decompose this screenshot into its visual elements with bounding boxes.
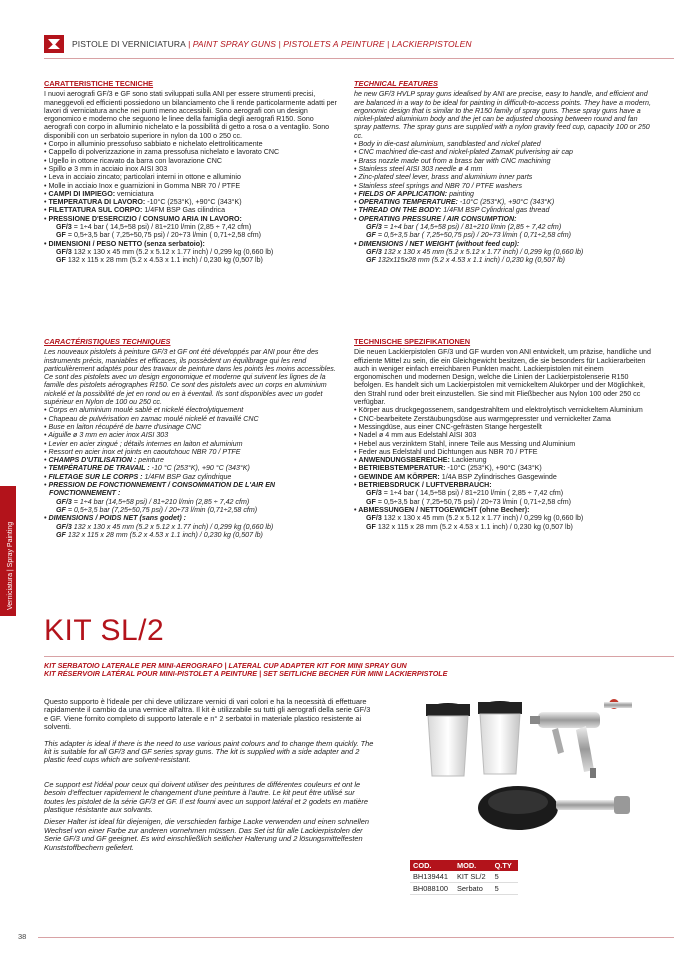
weight-values-en: GF/3 132 x 130 x 45 mm (5.2 x 5.12 x 1.77 inch) / 0,299 kg (0,660 lb) GF 132x115x28 mm (5.2 x 4.53 x 1.1 inch) / 0,230 kg (0,507 lb) <box>366 247 584 265</box>
list-item: • Ressort en acier inox et joints en caoutchouc NBR 70 / PTFE <box>44 448 339 456</box>
section-title-it: CARATTERISTICHE TECNICHE <box>44 79 154 88</box>
kit-title: KIT SL/2 <box>44 614 165 647</box>
section-it <box>44 80 339 265</box>
cell-code: BH139441 <box>410 871 454 883</box>
spec-item: • FIELDS OF APPLICATION: painting <box>354 190 654 198</box>
list-item: • Hebel aus verzinktem Stahl, innere Teile aus Messing und Aluminium <box>354 440 654 448</box>
list-item: • CNC-bearbeitete Zerstäubungsdüse aus warmgepresster und vernickelter Zama <box>354 415 654 423</box>
kit-description-it: Questo supporto è l'ideale per chi deve utilizzare vernici di vari colori e ha la necessità di effettuare rapidamente il cambio da una vernice all'altra. Il kit è utilizzabile su tutti gli aerografi della serie GF/3 e GF. Viene fornito completo di supporto laterale e n° 2 serbatoi in materiale plastico resistente ai solventi. <box>44 697 371 732</box>
header-title <box>72 39 472 49</box>
intro-de: Die neuen Lackierpistolen GF/3 und GF wurden von ANI entwickelt, um präzise, handliche und effiziente Mittel zu sein, die ein Gleichgewicht besitzen, die sie besonders für Lackierarbeiten auch in weniger einfach erreichbaren Punkten macht. Lackierpistolen mit einem ergonomischen und modernen Design, welche die Linien der Lackierpistolenserie R150 befolgen. Es handelt sich um Lackierpistolen mit vernickeltem Alukörper und der Möglichkeit, den Strahl rund oder breit einzustellen. Sie sind mit Fließbecher aus Nylon 100 oder 250 cc verfügbar. <box>354 348 651 407</box>
list-item: • Messingdüse, aus einer CNC-gefrästen Stange hergestellt <box>354 423 654 431</box>
list-item: • Aiguille ø 3 mm en acier inox AISI 303 <box>44 431 339 439</box>
spec-item: • ANWENDUNGSBEREICHE: Lackierung <box>354 456 654 464</box>
list-item: • Buse en laiton récupéré de barre d'usinage CNC <box>44 423 339 431</box>
section-de <box>354 338 654 531</box>
cell-qty: 5 <box>492 871 518 883</box>
list-item: • Chapeau de pulvérisation en zamac moulé nickelé et travaillé CNC <box>44 415 339 423</box>
weight-title-fr: • DIMENSIONS / POIDS NET (sans godet) : <box>44 514 339 522</box>
col-header-model: MOD. <box>454 860 492 871</box>
spec-item: • BETRIEBSDRUCK / LUFTVERBRAUCH: <box>354 481 654 489</box>
table-header-row <box>410 860 518 871</box>
list-item: • Leva in acciaio zincato; particolari interni in ottone e alluminio <box>44 173 339 181</box>
bullets-en <box>354 140 654 223</box>
list-item: • Corps en aluminium moulé sablé et nickelé électrolytiquement <box>44 406 339 414</box>
cell-qty: 5 <box>492 883 518 895</box>
cell-code: BH088100 <box>410 883 454 895</box>
side-tab-label: Verniciatura | Spray Painting <box>7 521 14 610</box>
spec-item: • CAMPI DI IMPIEGO: verniciatura <box>44 190 339 198</box>
list-item: • Brass nozzle made out from a brass bar with CNC machining <box>354 157 654 165</box>
col-header-qty: Q.TY <box>492 860 518 871</box>
kit-divider <box>44 656 674 657</box>
page-header <box>44 34 472 54</box>
product-photo <box>418 690 642 848</box>
pressure-values-de: GF/3 = 1÷4 bar ( 14,5÷58 psi) / 81÷210 l/min ( 2,85 ÷ 7,42 cfm) GF = 0,5÷3,5 bar ( 7,25÷50,75 psi) / 20÷73 l/min ( 0,71÷2,58 cfm) <box>366 489 572 506</box>
intro-it: I nuovi aerografi GF/3 e GF sono stati sviluppati sulla ANI per essere strumenti precisi, maneggevoli ed efficienti possiedono un bilanciamento che li rende particolarmente adatti per lavori di verniciatura anche nei punti meno accessibili. Sono aerografi con un design ergonomico e moderno che seguono le linee della famiglia degli aerografi R150. Sono aerografi con corpo in alluminio nichelato e la possibilità di getto a rosa o a ventaglio. Sono disponibili con un serbatoio superiore in nylon da 100 o 250 cc. <box>44 90 337 140</box>
kit-description <box>44 698 374 860</box>
col-header-code: COD. <box>410 860 454 871</box>
feed-cup-left <box>426 703 470 776</box>
pressure-values-fr: GF/3 = 1÷4 bar (14,5÷58 psi) / 81÷210 l/min (2,85 ÷ 7,42 cfm) GF = 0,5÷3,5 bar (7,25÷50,75 psi) / 20÷73 l/min (0,71÷2,58 cfm) <box>56 497 258 514</box>
spray-gun <box>530 699 632 778</box>
spec-item: • OPERATING TEMPERATURE: -10°C (253°K), +90°C (343°K) <box>354 198 654 206</box>
list-item: • CNC machined die-cast and nickel-plated ZamaK pulverising air cap <box>354 148 654 156</box>
kit-subtitle-line-2: KIT RÉSERVOIR LATÉRAL POUR MINI-PISTOLET A PEINTURE | SET SEITLICHE BECHER FÜR MINI LACKIERPISTOLE <box>44 669 448 679</box>
list-item: • Body in die-cast aluminium, sandblasted and nickel plated <box>354 140 654 148</box>
weight-values-de: GF/3 132 x 130 x 45 mm (5.2 x 5.12 x 1.77 inch) / 0,299 kg (0,660 lb) GF 132 x 115 x 28 mm (5.2 x 4.53 x 1.1 inch) / 0,230 kg (0,507 lb) <box>366 514 584 531</box>
header-title-translations: | PAINT SPRAY GUNS | PISTOLETS A PEINTURE | LACKIERPISTOLEN <box>187 39 472 49</box>
kit-subtitle-line-1: KIT SERBATOIO LATERALE PER MINI-AEROGRAFO | LATERAL CUP ADAPTER KIT FOR MINI SPRAY GUN <box>44 661 407 670</box>
list-item: • Corpo in alluminio pressofuso sabbiato e nichelato elettroliticamente <box>44 140 339 148</box>
spec-item: • THREAD ON THE BODY: 1/4FM BSP Cylindrical gas thread <box>354 206 654 214</box>
weight-title-de: • ABMESSUNGEN / NETTOGEWICHT (ohne Becher): <box>354 506 654 514</box>
cell-model: KIT SL/2 <box>454 871 492 883</box>
footer-divider <box>38 937 674 938</box>
spec-item: • CHAMPS D'UTILISATION : peinture <box>44 456 339 464</box>
spec-item: • BETRIEBSTEMPERATUR: -10°C (253°K), +90°C (343°K) <box>354 464 654 472</box>
header-title-it: PISTOLE DI VERNICIATURA <box>72 39 186 49</box>
page-number: 38 <box>18 932 27 941</box>
weight-values-fr: GF/3 132 x 130 x 45 mm (5.2 x 5.12 x 1.77 inch) / 0,299 kg (0,660 lb) GF 132 x 115 x 28 mm (5.2 x 4.53 x 1.1 inch) / 0,230 kg (0,507 lb) <box>56 522 274 539</box>
cell-model: Serbato <box>454 883 492 895</box>
list-item: • Feder aus Edelstahl und Dichtungen aus NBR 70 / PTFE <box>354 448 654 456</box>
weight-title-en: • DIMENSIONS / NET WEIGHT (without feed cup): <box>354 240 654 248</box>
spec-item: • FILETAGE SUR LE CORPS : 1/4FM BSP Gaz cylindrique <box>44 473 339 481</box>
feed-cup-right <box>478 701 522 774</box>
table-row <box>410 871 518 883</box>
spec-item: • PRESSIONE D'ESERCIZIO / CONSUMO ARIA IN LAVORO: <box>44 215 339 223</box>
spec-item: • TEMPÉRATURE DE TRAVAIL : -10 °C (253°K), +90 °C (343°K) <box>44 464 339 472</box>
lateral-adapter <box>478 786 630 830</box>
list-item: • Stainless steel AISI 303 needle ø 4 mm <box>354 165 654 173</box>
intro-fr: Les nouveaux pistolets à peinture GF/3 et GF ont été développés par ANI pour être des instruments précis, maniables et efficaces, ils possèdent un équilibrage qui les rend particulièrement adaptés pour des travaux de peinture dans les points les moins accessibles. Ce sont des pistolets avec un design ergonomique et moderne qui suivent les lignes de la famille des pistolets aérographes R150. Ce sont des pistolets avec un corps en aluminium nickelé et la possibilité de jet en rond ou en à éventail. Ils sont disponibles avec un godet supérieur en Nylon de 100 ou 250 cc. <box>44 348 336 407</box>
section-title-de: TECHNISCHE SPEZIFIKATIONEN <box>354 337 471 346</box>
bullets-de <box>354 406 654 489</box>
section-title-fr: CARACTÉRISTIQUES TECHNIQUES <box>44 337 171 346</box>
section-fr <box>44 338 339 539</box>
pressure-values-en: GF/3 = 1÷4 bar ( 14,5÷58 psi) / 81÷210 l/min (2,85 ÷ 7,42 cfm) GF = 0,5÷3,5 bar ( 7,25÷50,75 psi) / 20÷73 l/min ( 0,71÷2,58 cfm) <box>366 223 572 240</box>
bullets-fr <box>44 406 339 497</box>
list-item: • Ugello in ottone ricavato da barra con lavorazione CNC <box>44 157 339 165</box>
list-item: • Körper aus druckgegossenem, sandgestrahltem und elektrolytisch vernickeltem Aluminium <box>354 406 654 414</box>
section-en <box>354 80 654 265</box>
weight-values-it: GF/3 132 x 130 x 45 mm (5.2 x 5.12 x 1.77 inch) / 0,299 kg (0,660 lb) GF 132 x 115 x 28 mm (5.2 x 4.53 x 1.1 inch) / 0,230 kg (0,507 lb) <box>56 247 274 265</box>
kit-description-de: Dieser Halter ist ideal für diejenigen, die verschieden farbige Lacke verwenden und einen schnellen Wechsel von einer Farbe zur anderen vornehmen müssen. Das Set ist für alle Lackierpistolen der Serie GF/3 und GF geeignet. Es wird einschließlich seitlicher Halterung und 2 lösungsmittelfesten Kunststoffbechern geliefert. <box>44 817 369 852</box>
spec-item: • TEMPERATURA DI LAVORO: -10°C (253°K), +90°C (343°K) <box>44 198 339 206</box>
section-side-tab <box>0 486 16 616</box>
spec-item: • PRESSION DE FONCTIONNEMENT / CONSOMMATION DE L'AIR EN FONCTIONNEMENT : <box>44 481 339 498</box>
spec-item: • GEWINDE AM KÖRPER: 1/4A BSP Zylindrisches Gasgewinde <box>354 473 654 481</box>
intro-en: he new GF/3 HVLP spray guns idealised by ANI are precise, easy to handle, and efficient and are balanced in a way to be ideal for painting in difficult-to-access points. They have a modern, ergonomic design that is similar to the R150 family of spray guns. These spray guns have a nickel-plated aluminium body and the jet can be adjusted choosing between round and fan spray patterns. The spray guns are supplied with a nylon gravity feed cup, capacity 100 or 250 cc. <box>354 90 651 140</box>
weight-title-it: • DIMENSIONI / PESO NETTO (senza serbatoio): <box>44 240 339 248</box>
list-item: • Levier en acier zingué ; détails internes en laiton et aluminium <box>44 440 339 448</box>
kit-description-en: This adapter is ideal if there is the need to use various paint colours and to change them quickly. The kit is suitable for all GF/3 and GF series spray guns. The kit is supplied with a side adapter and 2 plastic feed cups which are solvent-resistant. <box>44 738 374 765</box>
header-divider <box>44 58 674 59</box>
brand-logo-icon <box>44 35 64 53</box>
section-title-en: TECHNICAL FEATURES <box>354 79 438 88</box>
list-item: • Molle in acciaio Inox e guarnizioni in Gomma NBR 70 / PTFE <box>44 182 339 190</box>
product-code-table <box>410 860 518 895</box>
list-item: • Cappello di polverizzazione in zama pressofusa nichelato e lavorato CNC <box>44 148 339 156</box>
list-item: • Nadel ø 4 mm aus Edelstahl AISI 303 <box>354 431 654 439</box>
table-row <box>410 883 518 895</box>
list-item: • Zinc-plated steel lever, brass and aluminium inner parts <box>354 173 654 181</box>
bullets-it <box>44 140 339 223</box>
kit-subtitle <box>44 662 564 679</box>
list-item: • Stainless steel springs and NBR 70 / PTFE washers <box>354 182 654 190</box>
spec-item: • OPERATING PRESSURE / AIR CONSUMPTION: <box>354 215 654 223</box>
kit-description-fr: Ce support est l'idéal pour ceux qui doivent utiliser des peintures de différentes couleurs et ont le besoin d'effectuer rapidement le changement d'une peinture à l'autre. Le kit peut être utilisé sur toutes les pistolet de la série GF/3 et GF. Il est fourni avec un support latéral et 2 godets en matière plastique résistante aux solvants. <box>44 779 368 815</box>
pressure-values-it: GF/3 = 1÷4 bar ( 14,5÷58 psi) / 81÷210 l/min (2,85 ÷ 7,42 cfm) GF = 0,5÷3,5 bar ( 7,25÷50,75 psi) / 20÷73 l/min ( 0,71÷2,58 cfm) <box>56 223 262 240</box>
list-item: • Spillo ø 3 mm in acciaio inox AISI 303 <box>44 165 339 173</box>
spec-item: • FILETTATURA SUL CORPO: 1/4FM BSP Gas cilindrica <box>44 206 339 214</box>
